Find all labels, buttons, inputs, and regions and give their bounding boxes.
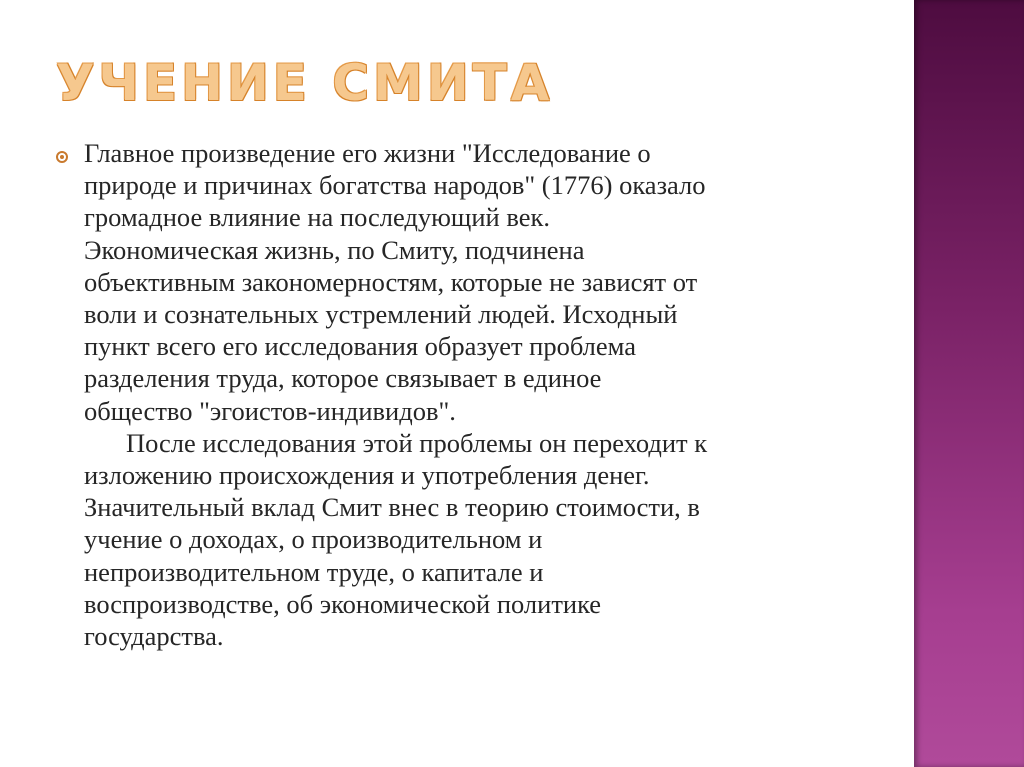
text-line: объективным закономерностям, которые не зависят от <box>84 266 698 297</box>
text-line: изложению происхождения и употребления денег. <box>84 460 650 491</box>
text-line: После исследования этой проблемы он переходит к <box>126 427 708 458</box>
text-line: Главное произведение его жизни "Исследование о <box>84 138 651 168</box>
text-line: пункт всего его исследования образует проблема <box>84 331 637 362</box>
text-line: учение о доходах, о производительном и <box>84 524 543 555</box>
text-line: Значительный вклад Смит внес в теорию стоимости, в <box>84 492 700 523</box>
text-line: воли и сознательных устремлений людей. Исходный <box>84 299 678 330</box>
circle-dot-icon <box>56 151 68 163</box>
text-line: воспроизводстве, об экономической политике <box>84 588 602 619</box>
text-line: непроизводительном труде, о капитале и <box>84 556 544 587</box>
text-line: разделения труда, которое связывает в единое <box>84 363 602 394</box>
text-line: государства. <box>84 621 224 652</box>
text-line: Экономическая жизнь, по Смиту, подчинена <box>84 234 585 265</box>
decorative-side-band <box>914 0 1024 767</box>
text-line: общество "эгоистов-индивидов". <box>84 395 456 426</box>
slide-title: УЧЕНИЕ СМИТА <box>56 54 554 112</box>
text-line: громадное влияние на последующий век. <box>84 202 550 233</box>
bullet-paragraph <box>84 137 894 652</box>
text-line: природе и причинах богатства народов" (1776) оказало <box>84 170 706 201</box>
